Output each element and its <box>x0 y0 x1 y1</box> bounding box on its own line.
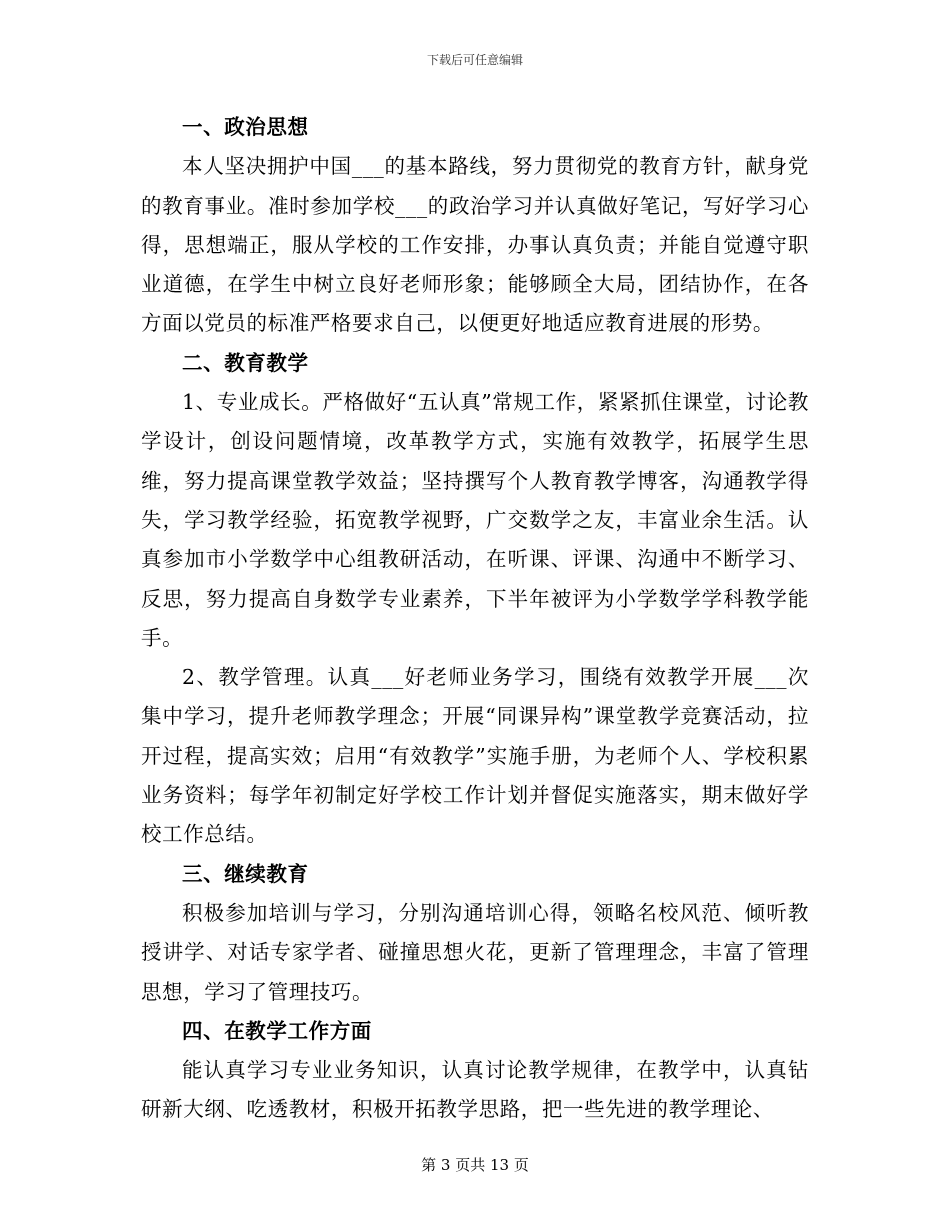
paragraph-politics: 本人坚决拥护中国___的基本路线，努力贯彻党的教育方针，献身党的教育事业。准时参加学校___的政治学习并认真做好笔记，写好学习心得，思想端正，服从学校的工作安排，办事认真负责；并能自觉遵守职业道德，在学生中树立良好老师形象；能够顾全大局，团结协作，在各方面以党员的标准严格要求自己，以便更好地适应教育进展的形势。 <box>141 154 809 336</box>
section-heading-education: 二、教育教学 <box>182 350 309 375</box>
document-body <box>141 108 809 1130</box>
paragraph-teaching-management: 2、教学管理。认真___好老师业务学习，围绕有效教学开展___次集中学习，提升老师教学理念；开展“同课异构”课堂教学竞赛活动，拉开过程，提高实效；启用“有效教学”实施手册，为老师个人、学校积累业务资料；每学年初制定好学校工作计划并督促实施落实，期末做好学校工作总结。 <box>141 665 809 847</box>
page-header: 下载后可任意编辑 <box>426 53 523 67</box>
paragraph-continuing-education: 积极参加培训与学习，分别沟通培训心得，领略名校风范、倾听教授讲学、对话专家学者、碰撞思想火花，更新了管理理念，丰富了管理思想，学习了管理技巧。 <box>141 900 809 1004</box>
paragraph-professional-growth: 1、专业成长。严格做好“五认真”常规工作，紧紧抓住课堂，讨论教学设计，创设问题情境，改革教学方式，实施有效教学，拓展学生思维，努力提高课堂教学效益；坚持撰写个人教育教学博客，沟通教学得失，学习教学经验，拓宽教学视野，广交数学之友，丰富业余生活。认真参加市小学数学中心组教研活动，在听课、评课、沟通中不断学习、反思，努力提高自身数学专业素养，下半年被评为小学数学学科教学能手。 <box>141 390 809 650</box>
section-heading-continuing-education: 三、继续教育 <box>182 861 309 886</box>
page-footer: 第 3 页共 13 页 <box>421 1156 529 1174</box>
section-heading-politics: 一、政治思想 <box>182 115 309 139</box>
section-heading-teaching-work: 四、在教学工作方面 <box>182 1018 372 1043</box>
paragraph-teaching-work: 能认真学习专业业务知识，认真讨论教学规律，在教学中，认真钻研新大纲、吃透教材，积极开拓教学思路，把一些先进的教学理论、 <box>141 1058 809 1122</box>
